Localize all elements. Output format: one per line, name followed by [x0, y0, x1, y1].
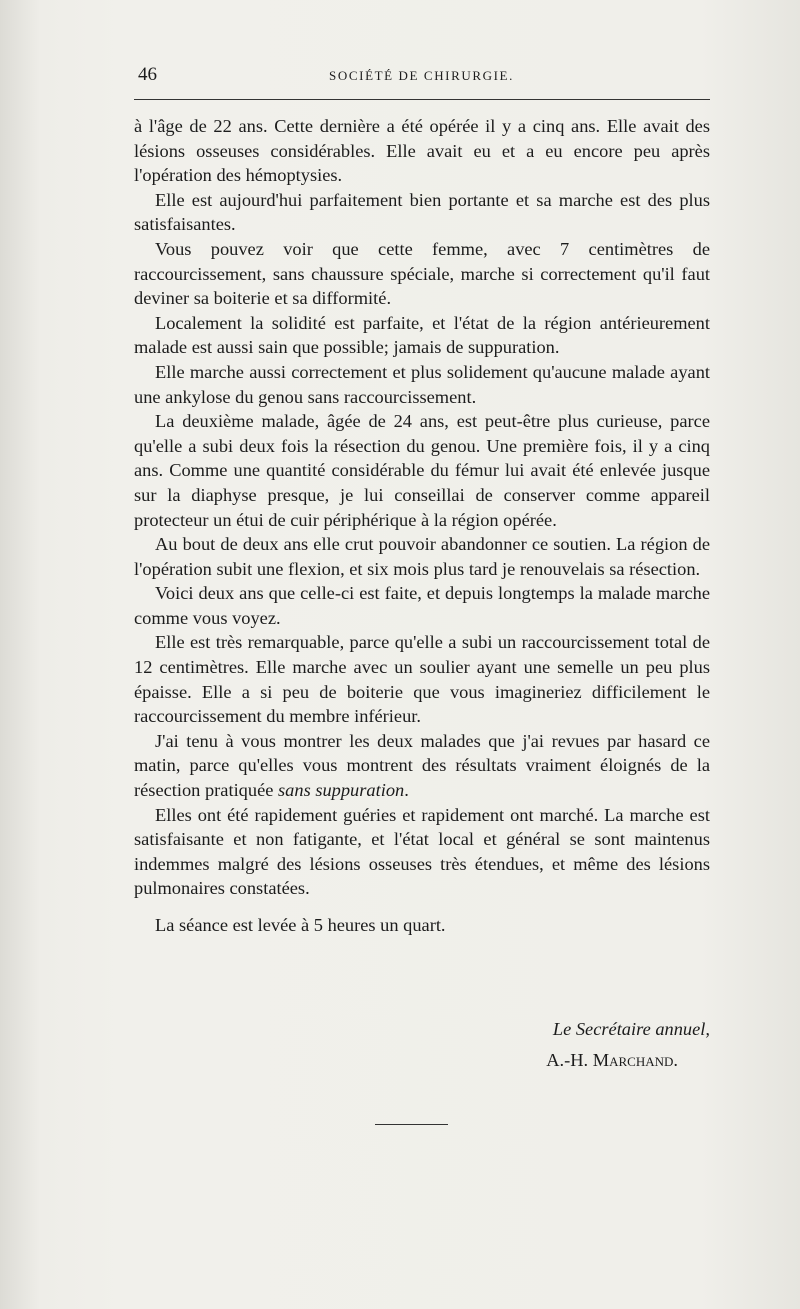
paragraph-11: Elles ont été rapidement guéries et rapidement ont marché. La marche est satisfaisante et non fatigante, et l'état local et général se sont maintenus indemmes malgré des lésions osseuses très étendues, et même des lésions pulmonaires constatées.	[134, 804, 710, 899]
paragraph-10-italic: sans suppuration	[278, 780, 405, 801]
paragraph-5: Elle marche aussi correctement et plus solidement qu'aucune malade ayant une ankylose du genou sans raccourcissement.	[134, 361, 710, 407]
paragraph-2: Elle est aujourd'hui parfaitement bien portante et sa marche est des plus satisfaisantes.	[134, 189, 710, 235]
paragraph-3: Vous pouvez voir que cette femme, avec 7 centimètres de raccourcissement, sans chaussure spéciale, marche si correctement qu'il faut deviner sa boiterie et sa difformité.	[134, 238, 710, 309]
paragraph-9: Elle est très remarquable, parce qu'elle a subi un raccourcissement total de 12 centimètres. Elle marche avec un soulier ayant une semelle un peu plus épaisse. Elle a si peu de boiterie que vous imagineriez difficilement le raccourcissement du membre inférieur.	[134, 632, 710, 727]
signature-surname-end: .	[673, 1050, 678, 1070]
paragraph-7: Au bout de deux ans elle crut pouvoir abandonner ce soutien. La région de l'opération subit une flexion, et six mois plus tard je renouvelais sa résection.	[134, 534, 710, 579]
paragraph-10	[134, 729, 710, 803]
signature-role: Le Secrétaire annuel,	[552, 1019, 710, 1039]
paragraph-10-end: .	[404, 780, 409, 801]
paragraph-6: La deuxième malade, âgée de 24 ans, est peut-être plus curieuse, parce qu'elle a subi deux fois la résection du genou. Une première fois, il y a cinq ans. Comme une quantité considérable du fémur lui avait été enlevée jusque sur la diaphyse presque, je lui conseillai de conserver comme appareil protecteur un étui de cuir périphérique à la région opérée.	[134, 411, 710, 530]
signature-block	[546, 1014, 710, 1076]
signature-surname: Marchand	[592, 1050, 674, 1070]
signature-name	[546, 1045, 678, 1076]
page-number: 46	[138, 64, 157, 85]
header-rule	[134, 99, 710, 100]
paragraph-1: à l'âge de 22 ans. Cette dernière a été opérée il y a cinq ans. Elle avait des lésions osseuses considérables. Elle avait eu et a eu encore peu après l'opération des hémoptysies.	[134, 116, 710, 186]
closing-line: La séance est levée à 5 heures un quart.	[155, 915, 446, 935]
body-text	[134, 114, 710, 938]
signature-initials: A.-H.	[546, 1050, 589, 1070]
page-header	[133, 64, 710, 90]
paragraph-4: Localement la solidité est parfaite, et l'état de la région antérieurement malade est aussi sain que possible; jamais de suppuration.	[134, 312, 710, 358]
end-rule	[375, 1124, 448, 1125]
running-title: SOCIÉTÉ DE CHIRURGIE.	[329, 68, 514, 83]
paragraph-10-text: J'ai tenu à vous montrer les deux malades que j'ai revues par hasard ce matin, parce qu'elles vous montrent des résultats vraiment éloignés de la résection pratiquée	[134, 730, 710, 801]
paragraph-8: Voici deux ans que celle-ci est faite, et depuis longtemps la malade marche comme vous voyez.	[134, 583, 710, 628]
